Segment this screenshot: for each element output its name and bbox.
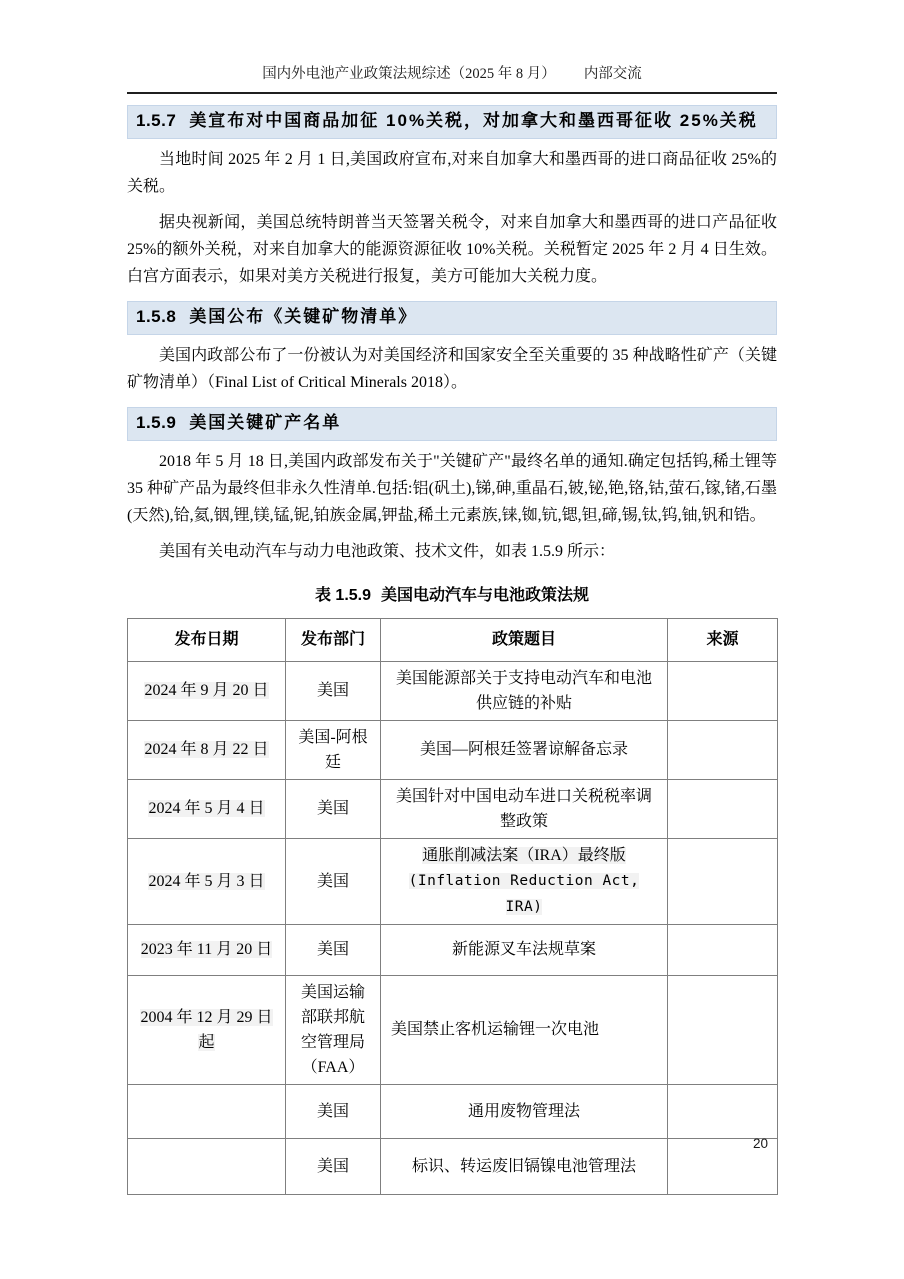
cell-dept: 美国 (286, 1084, 381, 1138)
section-title: 美国公布《关键矿物清单》 (189, 306, 418, 326)
cell-source (668, 838, 778, 924)
date-value: 2024 年 9 月 20 日 (144, 682, 269, 700)
policy-table (127, 618, 778, 1195)
cell-date (128, 1138, 286, 1194)
column-header-title: 政策题目 (381, 618, 668, 661)
date-value: 2004 年 12 月 29 日起 (140, 1008, 273, 1051)
document-title: 国内外电池产业政策法规综述（2025 年 8 月） (262, 66, 556, 82)
cell-source (668, 720, 778, 779)
date-value: 2023 年 11 月 20 日 (140, 941, 273, 959)
table-row (128, 1084, 778, 1138)
cell-policy-title: 美国能源部关于支持电动汽车和电池供应链的补贴 (381, 661, 668, 720)
cell-policy-title: 标识、转运废旧镉镍电池管理法 (381, 1138, 668, 1194)
table-row (128, 779, 778, 838)
cell-policy-title: 美国—阿根廷签署谅解备忘录 (381, 720, 668, 779)
cell-source (668, 1084, 778, 1138)
cell-dept: 美国 (286, 1138, 381, 1194)
cell-dept: 美国运输部联邦航空管理局（FAA） (286, 975, 381, 1084)
table-row (128, 720, 778, 779)
page-number: 20 (752, 1136, 768, 1151)
table-caption (127, 582, 777, 605)
section-number: 1.5.8 (136, 306, 177, 326)
cell-source (668, 924, 778, 975)
date-value: 2024 年 5 月 4 日 (148, 800, 265, 818)
section-number: 1.5.9 (136, 412, 177, 432)
paragraph: 当地时间 2025 年 2 月 1 日,美国政府宣布,对来自加拿大和墨西哥的进口商品征收 25%的关税。 (127, 150, 777, 195)
header-divider (127, 92, 777, 94)
table-caption-label: 表 1.5.9 (314, 586, 372, 604)
cell-dept: 美国 (286, 924, 381, 975)
section-title: 美国关键矿产名单 (189, 412, 342, 432)
column-header-date: 发布日期 (128, 618, 286, 661)
cell-source (668, 975, 778, 1084)
table-header-row (128, 618, 778, 661)
paragraph: 美国内政部公布了一份被认为对美国经济和国家安全至关重要的 35 种战略性矿产（关键矿物清单）（Final List of Critical Minerals 2018）。 (127, 346, 777, 391)
column-header-source: 来源 (668, 618, 778, 661)
section-heading-1-5-7 (127, 105, 777, 139)
cell-dept: 美国 (286, 661, 381, 720)
cell-dept: 美国-阿根廷 (286, 720, 381, 779)
cell-date (128, 924, 286, 975)
cell-policy-title: 美国针对中国电动车进口关税税率调整政策 (381, 779, 668, 838)
section-heading-1-5-9 (127, 407, 777, 441)
cell-dept: 美国 (286, 779, 381, 838)
cell-date (128, 838, 286, 924)
section-title: 美宣布对中国商品加征 10%关税，对加拿大和墨西哥征收 25%关税 (189, 111, 758, 130)
paragraph: 据央视新闻，美国总统特朗普当天签署关税令，对来自加拿大和墨西哥的进口产品征收 25%的额外关税，对来自加拿大的能源资源征收 10%关税。关税暂定 2025 年 2 月 4 日生效。白宫方面表示，如果对美方关税进行报复，美方可能加大关税力度。 (127, 213, 777, 285)
table-row (128, 661, 778, 720)
page-header (127, 0, 777, 83)
cell-source (668, 779, 778, 838)
table-row (128, 975, 778, 1084)
cell-date (128, 661, 286, 720)
table-caption-title: 美国电动汽车与电池政策法规 (381, 586, 590, 604)
table-row (128, 1138, 778, 1194)
table-row (128, 924, 778, 975)
paragraph: 2018 年 5 月 18 日,美国内政部发布关于"关键矿产"最终名单的通知.确定包括钨,稀土锂等 35 种矿产品为最终但非永久性清单.包括:铝(矾土),锑,砷,重晶石,铍,铋,铯,铬,钴,萤石,镓,锗,石墨(天然),铪,氦,铟,锂,镁,锰,铌,铂族金属,钾盐,稀土元素族,铼,铷,钪,锶,钽,碲,锡,钛,钨,铀,钒和锆。 (127, 452, 777, 524)
cell-date (128, 720, 286, 779)
date-value: 2024 年 5 月 3 日 (148, 872, 265, 890)
cell-policy-title (381, 838, 668, 924)
cell-policy-title: 通用废物管理法 (381, 1084, 668, 1138)
cell-policy-title: 新能源叉车法规草案 (381, 924, 668, 975)
section-heading-1-5-8 (127, 301, 777, 335)
document-classification: 内部交流 (583, 66, 642, 82)
cell-date (128, 1084, 286, 1138)
cell-date (128, 779, 286, 838)
column-header-dept: 发布部门 (286, 618, 381, 661)
paragraph: 美国有关电动汽车与动力电池政策、技术文件，如表 1.5.9 所示： (159, 542, 616, 560)
policy-title-line1: 通胀削减法案（IRA）最终版 (422, 846, 626, 864)
cell-date (128, 975, 286, 1084)
cell-source (668, 661, 778, 720)
cell-dept: 美国 (286, 838, 381, 924)
section-number: 1.5.7 (136, 111, 177, 130)
date-value: 2024 年 8 月 22 日 (144, 741, 269, 759)
table-row (128, 838, 778, 924)
policy-title-line2: (Inflation Reduction Act, IRA) (408, 872, 640, 915)
cell-policy-title: 美国禁止客机运输锂一次电池 (381, 975, 668, 1084)
